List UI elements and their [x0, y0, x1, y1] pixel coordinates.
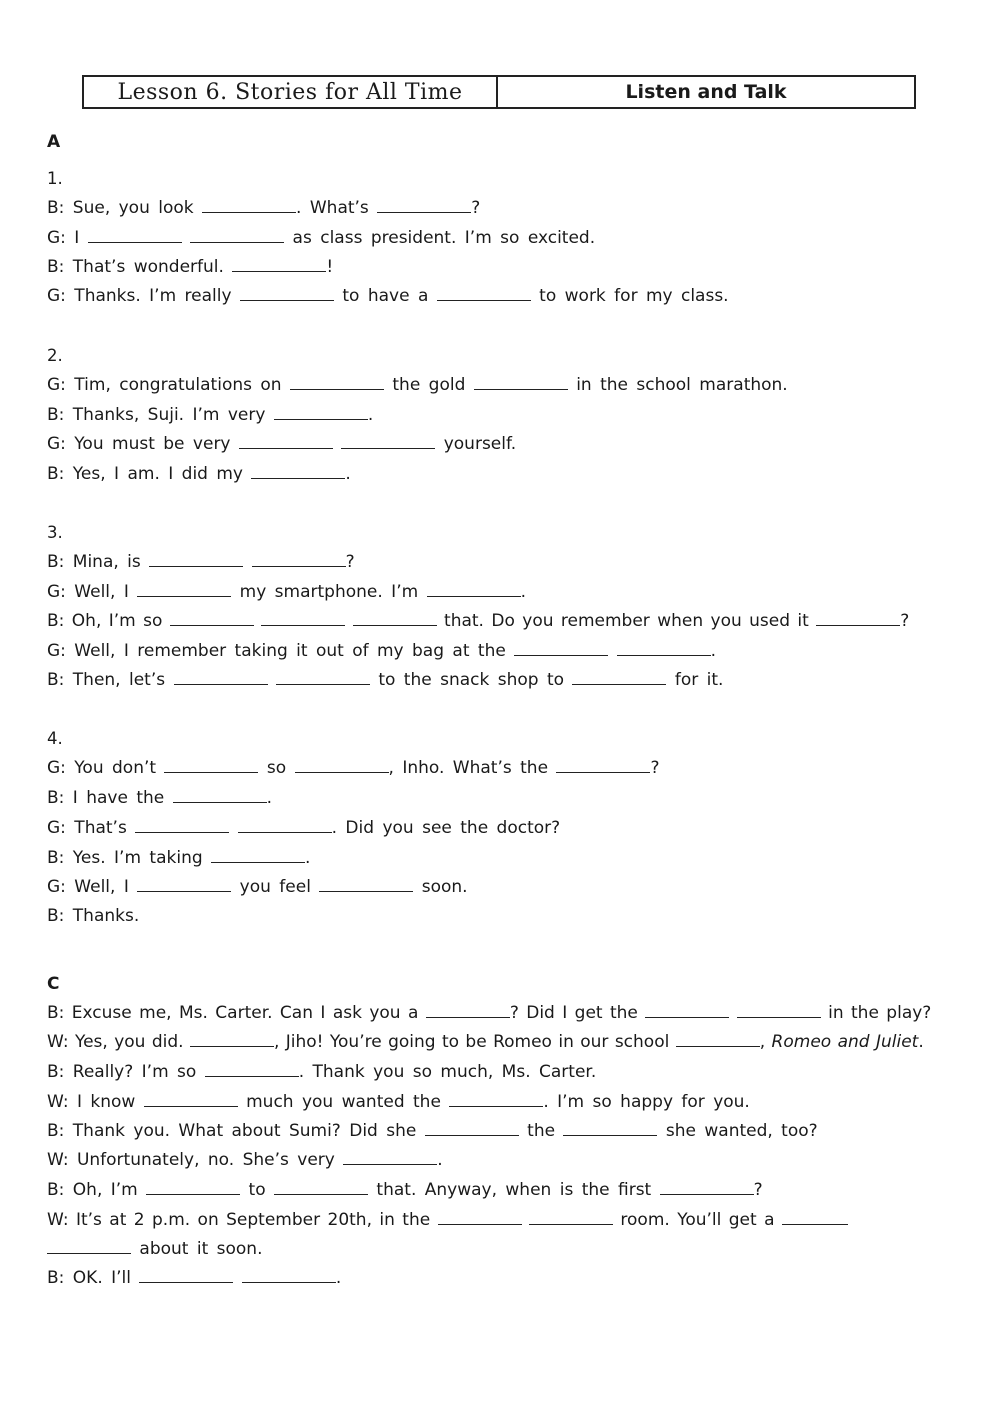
blank[interactable]: [274, 405, 368, 420]
dialogue-4-line-4: B: Yes. I’m taking .: [47, 848, 311, 868]
blank[interactable]: [529, 1210, 613, 1225]
blank[interactable]: [164, 758, 258, 773]
blank[interactable]: [170, 611, 254, 626]
blank[interactable]: [438, 1210, 522, 1225]
blank[interactable]: [88, 228, 182, 243]
section-c-heading: C: [47, 974, 60, 994]
dialogue-2-line-1: G: Tim, congratulations on the gold in the school marathon.: [47, 375, 788, 395]
section-title: Listen and Talk: [625, 81, 787, 103]
blank[interactable]: [173, 788, 267, 803]
blank[interactable]: [274, 1180, 368, 1195]
blank[interactable]: [139, 1268, 233, 1283]
part-c-line-3: B: Really? I’m so . Thank you so much, Ms. Carter.: [47, 1062, 597, 1082]
blank[interactable]: [556, 758, 650, 773]
dialogue-1-line-4: G: Thanks. I’m really to have a to work for my class.: [47, 286, 729, 306]
dialogue-3-line-5: B: Then, let’s to the snack shop to for it.: [47, 670, 724, 690]
dialogue-4-line-1: G: You don’t so , Inho. What’s the ?: [47, 758, 660, 778]
blank[interactable]: [319, 877, 413, 892]
blank[interactable]: [261, 611, 345, 626]
blank[interactable]: [676, 1032, 760, 1047]
blank[interactable]: [137, 582, 231, 597]
blank[interactable]: [251, 464, 345, 479]
dialogue-1-line-3: B: That’s wonderful. !: [47, 257, 334, 277]
part-c-line-5: B: Thank you. What about Sumi? Did she the she wanted, too?: [47, 1121, 818, 1141]
blank[interactable]: [276, 670, 370, 685]
blank[interactable]: [190, 228, 284, 243]
blank[interactable]: [144, 1092, 238, 1107]
blank[interactable]: [737, 1003, 821, 1018]
blank[interactable]: [474, 375, 568, 390]
blank[interactable]: [426, 1003, 510, 1018]
blank[interactable]: [437, 286, 531, 301]
blank[interactable]: [137, 877, 231, 892]
blank[interactable]: [149, 552, 243, 567]
lesson-title: Lesson 6. Stories for All Time: [84, 77, 498, 107]
blank[interactable]: [238, 818, 332, 833]
dialogue-3-line-2: G: Well, I my smartphone. I’m .: [47, 582, 526, 602]
blank[interactable]: [514, 641, 608, 656]
lesson-header: [82, 75, 916, 109]
blank[interactable]: [290, 375, 384, 390]
blank[interactable]: [242, 1268, 336, 1283]
blank[interactable]: [135, 818, 229, 833]
dialogue-2-line-3: G: You must be very yourself.: [47, 434, 517, 454]
blank[interactable]: [47, 1239, 131, 1254]
blank[interactable]: [240, 286, 334, 301]
blank[interactable]: [205, 1062, 299, 1077]
dialogue-3-line-4: G: Well, I remember taking it out of my bag at the .: [47, 641, 717, 661]
blank[interactable]: [572, 670, 666, 685]
blank[interactable]: [427, 582, 521, 597]
section-a-heading: A: [47, 132, 61, 152]
blank[interactable]: [239, 434, 333, 449]
part-c-line-1: B: Excuse me, Ms. Carter. Can I ask you a ? Did I get the in the play?: [47, 1003, 932, 1023]
part-c-line-10: B: OK. I’ll .: [47, 1268, 342, 1288]
blank[interactable]: [782, 1210, 848, 1225]
part-c-line-2: W: Yes, you did. , Jiho! You’re going to be Romeo in our school , Romeo and Juliet.: [47, 1032, 924, 1052]
part-c-line-7: B: Oh, I’m to that. Anyway, when is the first ?: [47, 1180, 763, 1200]
blank[interactable]: [645, 1003, 729, 1018]
blank[interactable]: [617, 641, 711, 656]
blank[interactable]: [174, 670, 268, 685]
blank[interactable]: [377, 198, 471, 213]
dialogue-1-line-1: B: Sue, you look . What’s ?: [47, 198, 481, 218]
blank[interactable]: [202, 198, 296, 213]
blank[interactable]: [353, 611, 437, 626]
blank[interactable]: [252, 552, 346, 567]
blank[interactable]: [816, 611, 900, 626]
dialogue-3-line-1: B: Mina, is ?: [47, 552, 355, 572]
blank[interactable]: [425, 1121, 519, 1136]
blank[interactable]: [295, 758, 389, 773]
dialogue-1-number: 1.: [47, 169, 63, 188]
blank[interactable]: [211, 848, 305, 863]
blank[interactable]: [232, 257, 326, 272]
blank[interactable]: [341, 434, 435, 449]
dialogue-3-number: 3.: [47, 523, 63, 542]
dialogue-3-line-3: B: Oh, I’m so that. Do you remember when you used it ?: [47, 611, 910, 631]
dialogue-2-line-4: B: Yes, I am. I did my .: [47, 464, 351, 484]
blank[interactable]: [449, 1092, 543, 1107]
blank[interactable]: [660, 1180, 754, 1195]
blank[interactable]: [563, 1121, 657, 1136]
blank[interactable]: [146, 1180, 240, 1195]
dialogue-2-line-2: B: Thanks, Suji. I’m very .: [47, 405, 374, 425]
dialogue-4-line-5: G: Well, I you feel soon.: [47, 877, 468, 897]
part-c-line-9: about it soon.: [47, 1239, 263, 1259]
part-c-line-6: W: Unfortunately, no. She’s very .: [47, 1150, 443, 1170]
dialogue-4-line-6: B: Thanks.: [47, 906, 140, 926]
dialogue-4-line-2: B: I have the .: [47, 788, 273, 808]
part-c-line-8: W: It’s at 2 p.m. on September 20th, in the room. You’ll get a: [47, 1210, 848, 1230]
part-c-line-4: W: I know much you wanted the . I’m so happy for you.: [47, 1092, 750, 1112]
dialogue-4-number: 4.: [47, 729, 63, 748]
blank[interactable]: [190, 1032, 274, 1047]
blank[interactable]: [343, 1150, 437, 1165]
dialogue-2-number: 2.: [47, 346, 63, 365]
dialogue-4-line-3: G: That’s . Did you see the doctor?: [47, 818, 561, 838]
dialogue-1-line-2: G: I as class president. I’m so excited.: [47, 228, 596, 248]
